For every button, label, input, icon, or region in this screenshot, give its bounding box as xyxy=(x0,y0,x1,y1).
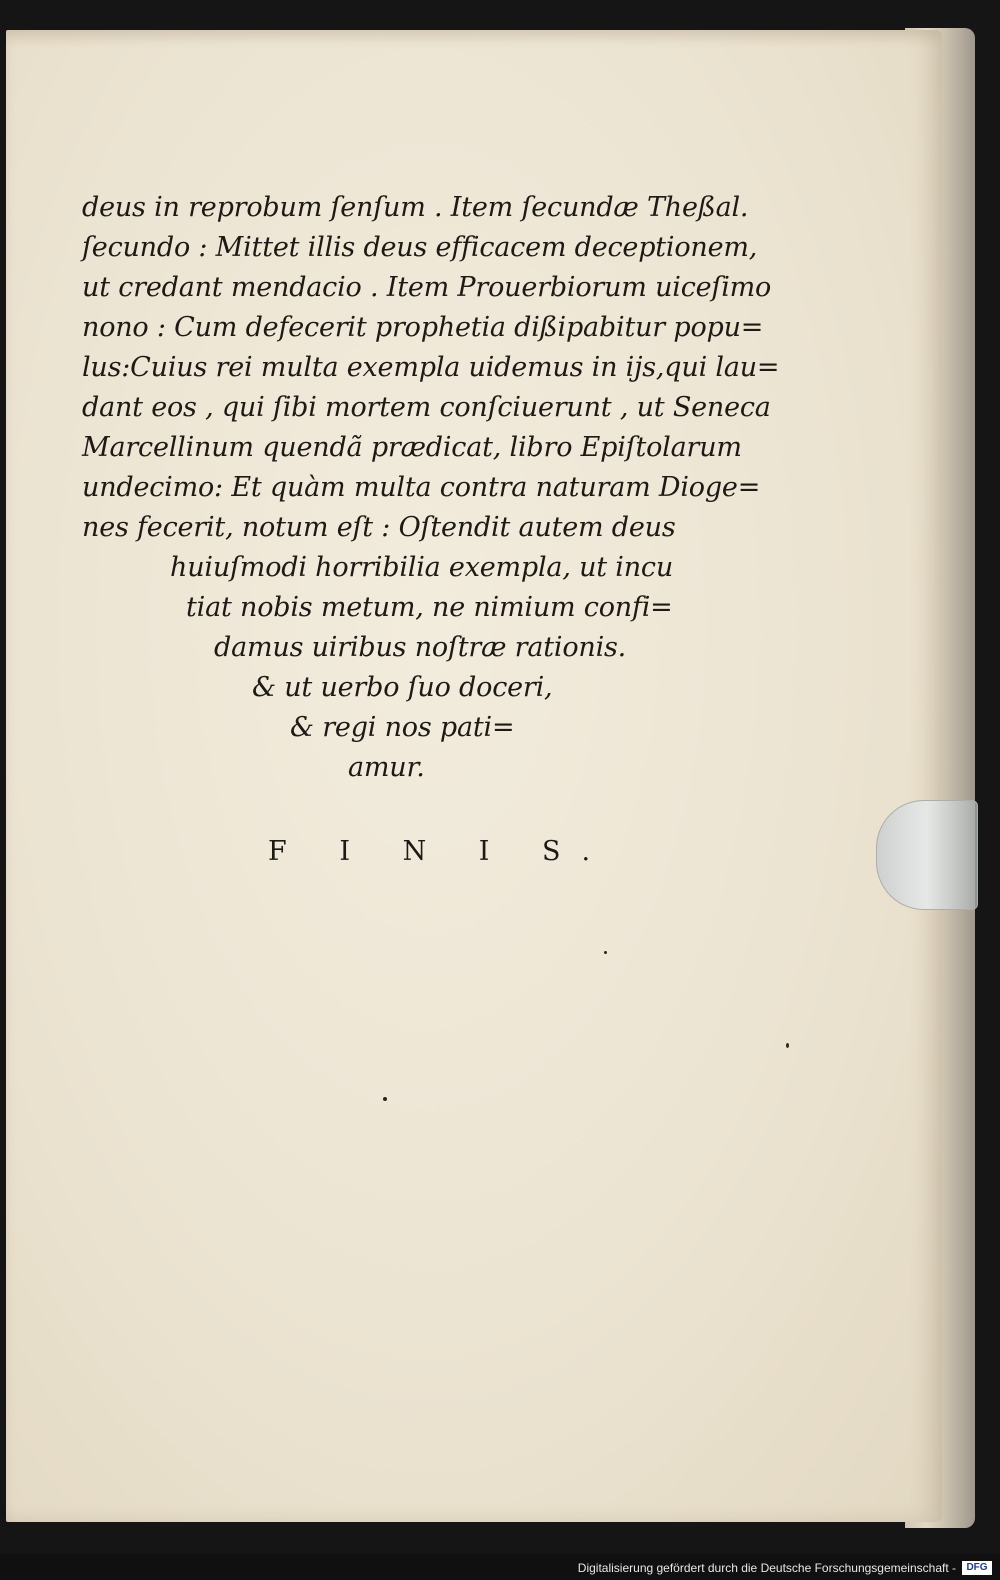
text-line: & ut uerbo ſuo doceri, xyxy=(252,672,553,703)
finis-colophon: F I N I S. xyxy=(268,836,613,867)
text-line: nes fecerit, notum eſt : Oſtendit autem deus xyxy=(82,512,676,543)
ink-speck xyxy=(604,951,607,954)
ink-speck xyxy=(786,1043,789,1048)
plastic-page-clip xyxy=(876,800,978,910)
dfg-logo: DFG xyxy=(962,1561,992,1575)
ink-speck xyxy=(383,1097,387,1101)
text-line: nono : Cum defecerit prophetia dißipabitur popu= xyxy=(82,312,764,343)
footer-bar xyxy=(0,1554,1000,1580)
text-line: lus:Cuius rei multa exempla uidemus in ijs,qui lau= xyxy=(82,352,780,383)
text-line: tiat nobis metum, ne nimium confi= xyxy=(186,592,673,623)
text-line: undecimo: Et quàm multa contra naturam Dioge= xyxy=(82,472,761,503)
text-line: ſecundo : Mittet illis deus efficacem deceptionem, xyxy=(82,232,758,263)
body-text xyxy=(82,188,780,788)
text-line: amur. xyxy=(348,752,425,783)
text-line: dant eos , qui ſibi mortem conſciuerunt , ut Seneca xyxy=(82,392,771,423)
text-line: damus uiribus noſtræ rationis. xyxy=(214,632,627,663)
funding-credit: Digitalisierung gefördert durch die Deutsche Forschungsgemeinschaft - xyxy=(577,1561,956,1575)
text-line: deus in reprobum ſenſum . Item ſecundæ Theßal. xyxy=(82,192,749,223)
text-line: huiuſmodi horribilia exempla, ut incu xyxy=(170,552,674,583)
text-line: Marcellinum quendã prædicat, libro Epiſtolarum xyxy=(82,432,742,463)
text-line: ut credant mendacio . Item Prouerbiorum uiceſimo xyxy=(82,272,772,303)
text-line: & regi nos pati= xyxy=(290,712,515,743)
